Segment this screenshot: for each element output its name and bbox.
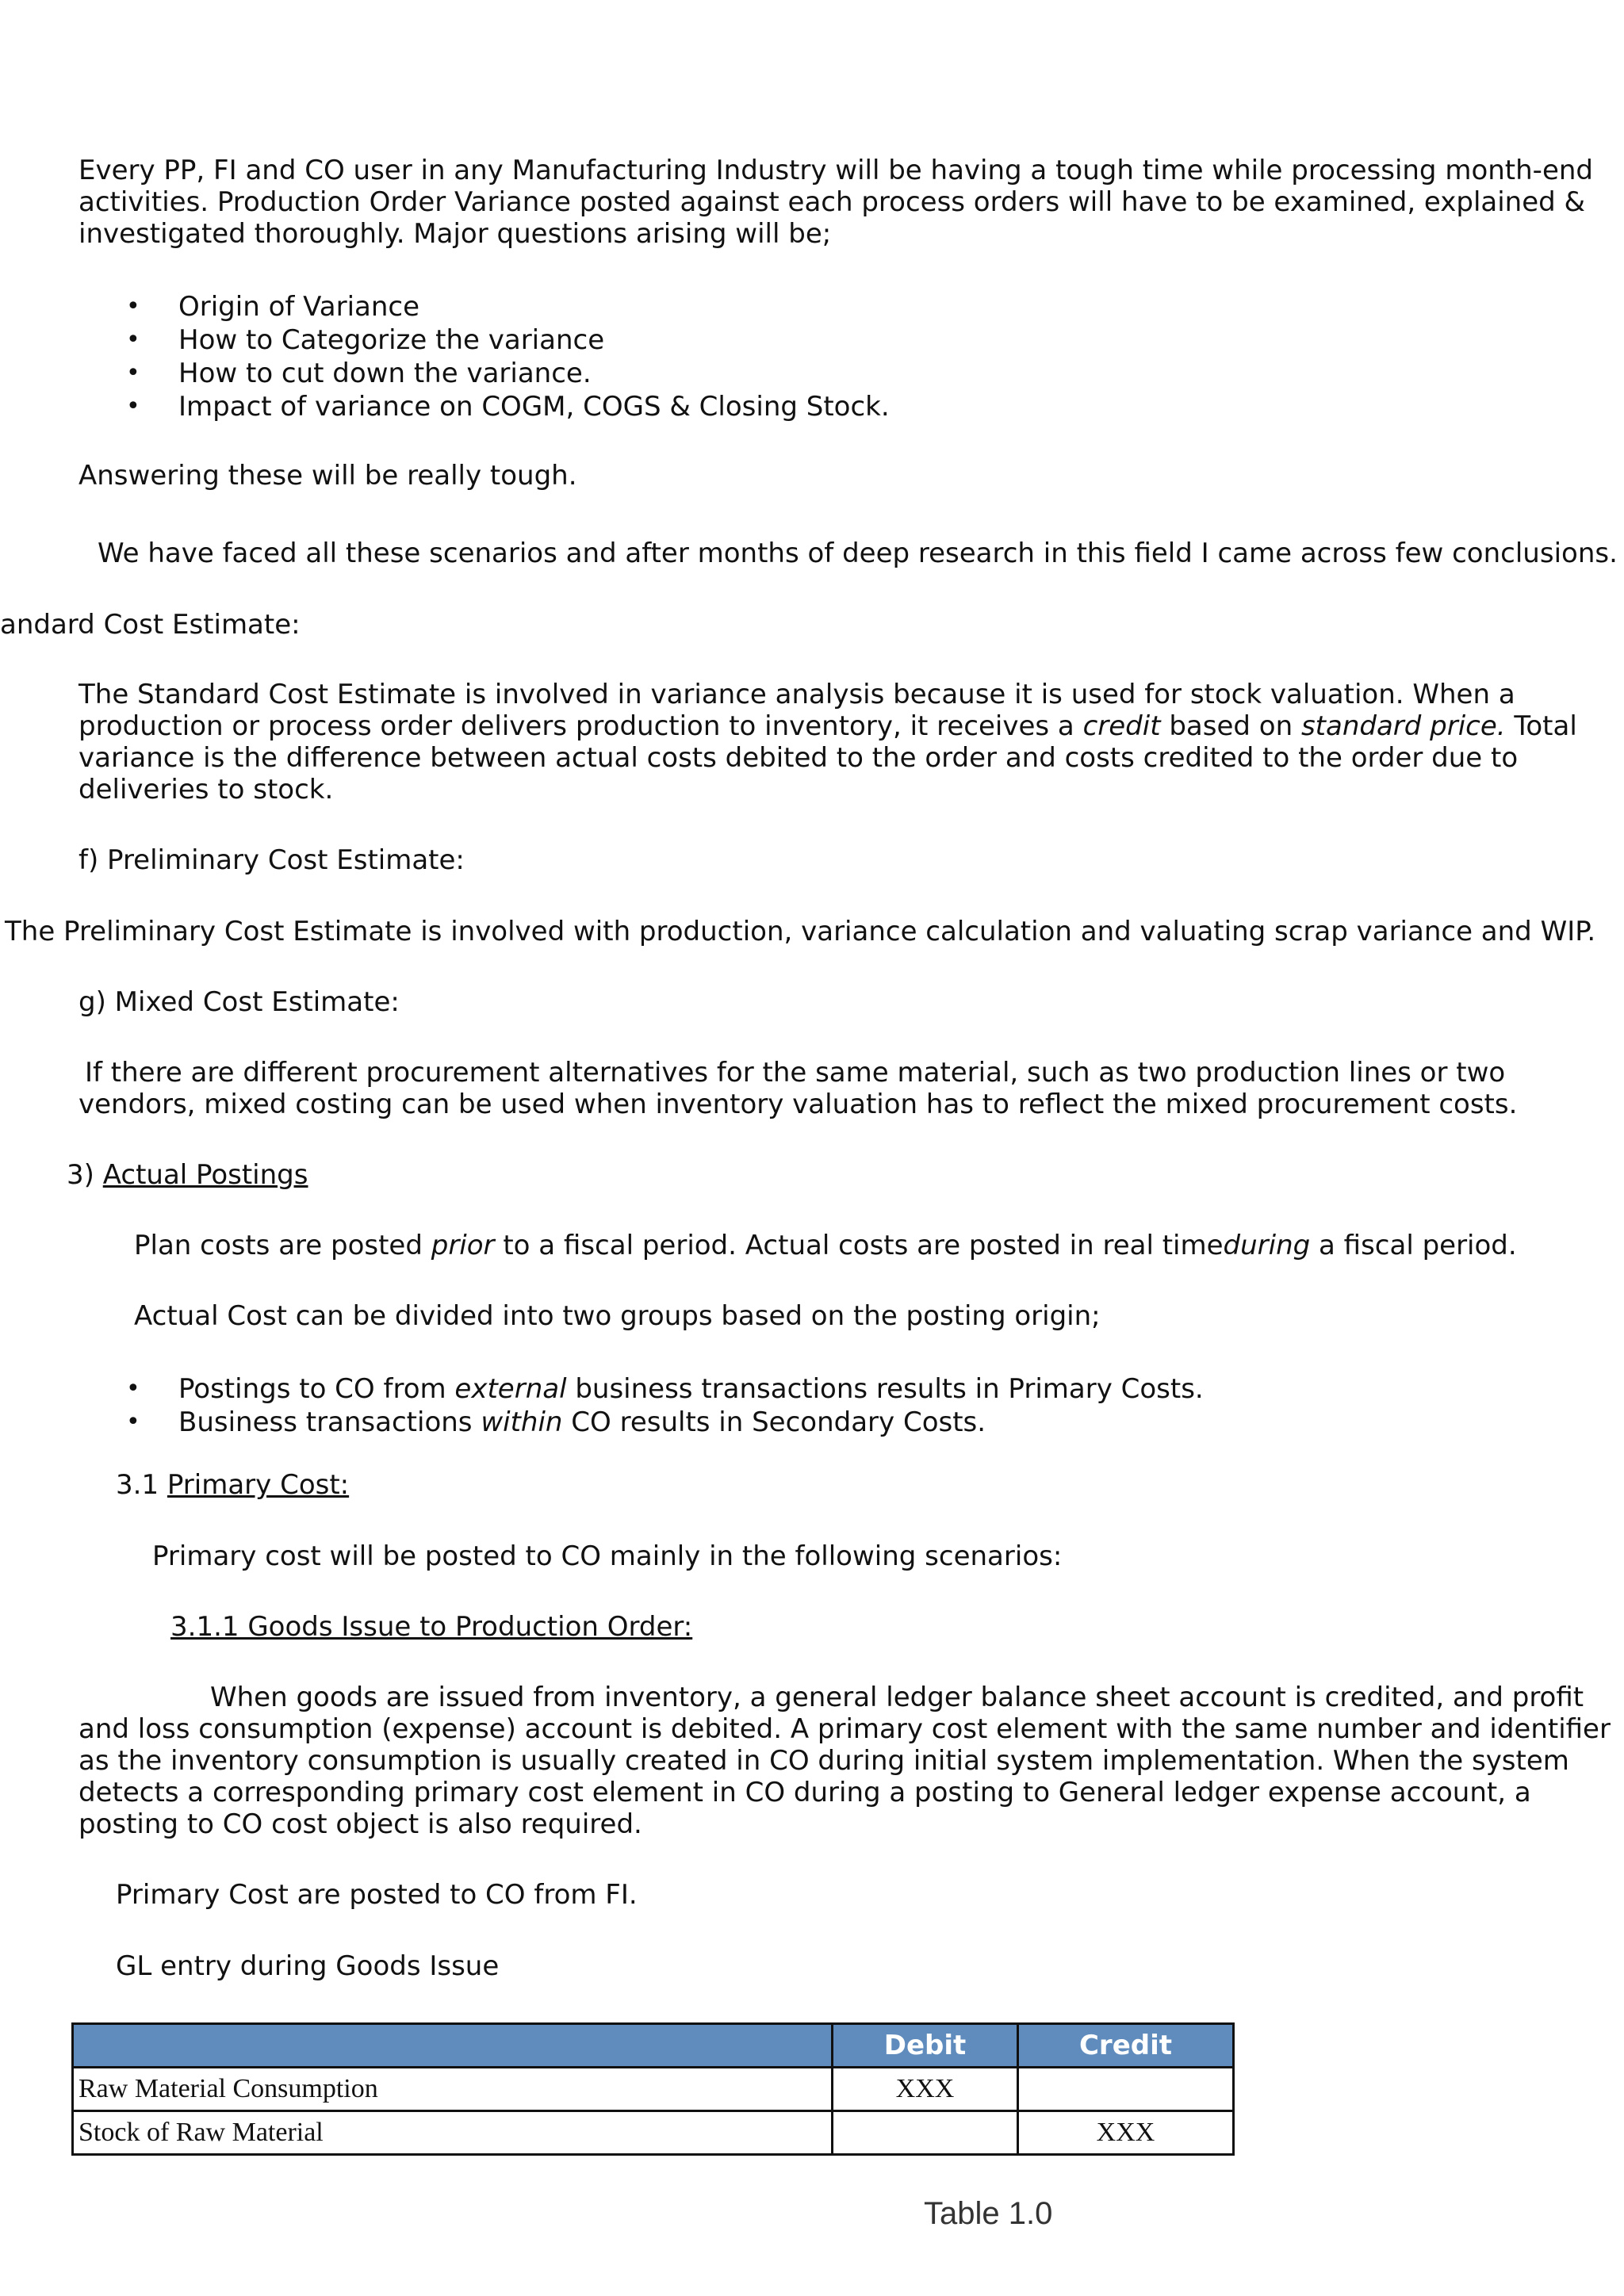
postings-list — [79, 1372, 1204, 1439]
table-row — [73, 2111, 1234, 2155]
goods-issue-line-1: When goods are issued from inventory, a general ledger balance sheet account is credited, and profit — [210, 1682, 1584, 1713]
answering-text: Answering these will be really tough. — [79, 460, 577, 492]
standard-line-1: The Standard Cost Estimate is involved in variance analysis because it is used for stock valuation. When a — [79, 679, 1515, 710]
actual-groups-text: Actual Cost can be divided into two groups based on the posting origin; — [134, 1300, 1101, 1332]
table-cell: XXX — [833, 2068, 1018, 2111]
table-header-credit: Credit — [1018, 2024, 1234, 2068]
gl-entry-text: GL entry during Goods Issue — [116, 1950, 500, 1982]
table-caption: Table 1.0 — [924, 2196, 1053, 2231]
standard-line-3: variance is the difference between actual costs debited to the order and costs credited to the order due to — [79, 742, 1519, 774]
list-item: • How to Categorize the variance — [79, 323, 890, 357]
actual-postings-heading: 3) Actual Postings — [67, 1159, 308, 1191]
intro-line-1: Every PP, FI and CO user in any Manufacturing Industry will be having a tough time while processing month-end — [79, 155, 1593, 186]
faced-text: We have faced all these scenarios and after months of deep research in this field I came across few conclusions. — [98, 538, 1618, 569]
table-cell: XXX — [1018, 2111, 1234, 2155]
goods-issue-subheading: 3.1.1 Goods Issue to Production Order: — [170, 1611, 693, 1643]
goods-issue-line-5: posting to CO cost object is also required. — [79, 1808, 642, 1840]
goods-issue-line-4: detects a corresponding primary cost element in CO during a posting to General ledger expense account, a — [79, 1777, 1531, 1808]
table-header-cell — [73, 2024, 833, 2068]
list-item: • Impact of variance on COGM, COGS & Closing Stock. — [79, 390, 890, 423]
from-fi-text: Primary Cost are posted to CO from FI. — [116, 1879, 638, 1911]
primary-cost-heading: 3.1 Primary Cost: — [116, 1469, 350, 1501]
gl-entry-table — [71, 2022, 1235, 2156]
table-row — [73, 2068, 1234, 2111]
goods-issue-line-2: and loss consumption (expense) account is debited. A primary cost element with the same number and identifier — [79, 1713, 1611, 1745]
goods-issue-line-3: as the inventory consumption is usually created in CO during initial system implementation. When the system — [79, 1745, 1569, 1777]
mixed-line-1: If there are different procurement alternatives for the same material, such as two production lines or two — [85, 1057, 1506, 1089]
list-item: • Business transactions within CO results in Secondary Costs. — [79, 1406, 1204, 1439]
questions-list — [79, 290, 890, 423]
mixed-heading: g) Mixed Cost Estimate: — [79, 986, 400, 1018]
intro-line-2: activities. Production Order Variance posted against each process orders will have to be examined, explained & — [79, 186, 1586, 218]
table-cell: Stock of Raw Material — [73, 2111, 833, 2155]
mixed-line-2: vendors, mixed costing can be used when inventory valuation has to reflect the mixed procurement costs. — [79, 1089, 1518, 1120]
table-cell — [1018, 2068, 1234, 2111]
standard-line-4: deliveries to stock. — [79, 774, 334, 806]
primary-scenarios-text: Primary cost will be posted to CO mainly in the following scenarios: — [152, 1540, 1063, 1572]
table-cell: Raw Material Consumption — [73, 2068, 833, 2111]
standard-line-2: production or process order delivers production to inventory, it receives a credit based on standard price. Total — [79, 710, 1577, 742]
list-item: • Postings to CO from external business transactions results in Primary Costs. — [79, 1372, 1204, 1406]
table-cell — [833, 2111, 1018, 2155]
preliminary-heading: f) Preliminary Cost Estimate: — [79, 844, 465, 876]
intro-line-3: investigated thoroughly. Major questions arising will be; — [79, 218, 832, 250]
standard-heading: andard Cost Estimate: — [0, 609, 301, 641]
list-item: • Origin of Variance — [79, 290, 890, 323]
preliminary-text: The Preliminary Cost Estimate is involved with production, variance calculation and valuating scrap variance and WIP. — [5, 916, 1596, 947]
table-header-row — [73, 2024, 1234, 2068]
table-header-debit: Debit — [833, 2024, 1018, 2068]
plan-costs-text: Plan costs are posted prior to a fiscal period. Actual costs are posted in real timeduring a fiscal period. — [134, 1230, 1517, 1261]
list-item: • How to cut down the variance. — [79, 357, 890, 390]
